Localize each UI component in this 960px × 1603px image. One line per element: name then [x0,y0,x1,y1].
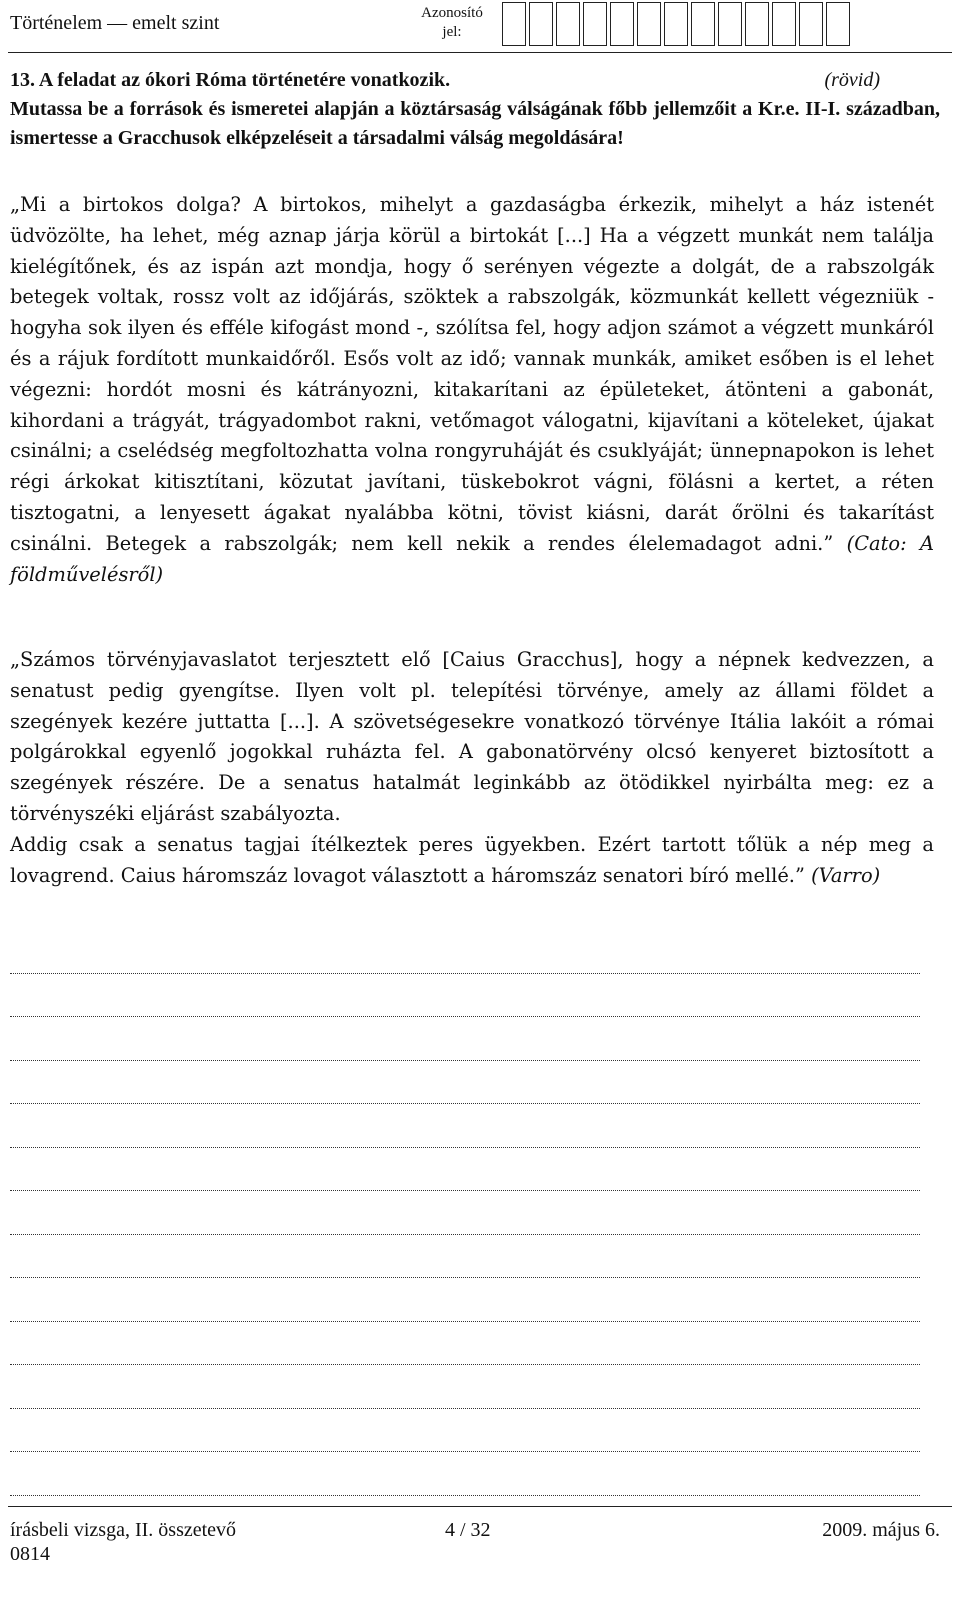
answer-line[interactable] [10,1278,920,1322]
answer-line[interactable] [10,1104,920,1148]
answer-line[interactable] [10,1322,920,1366]
task-statement [10,66,940,153]
id-box[interactable] [556,2,580,46]
subject-title: Történelem — emelt szint [10,12,220,34]
source-varro-paragraph-2 [10,830,934,892]
id-label-line2: jel: [442,24,462,40]
answer-line[interactable] [10,1148,920,1192]
exam-part-label: írásbeli vizsga, II. összetevő [10,1519,237,1541]
task-type-note: (rövid) [824,69,880,91]
id-box[interactable] [583,2,607,46]
task-title: 13. A feladat az ókori Róma történetére vonatkozik. [10,69,451,91]
id-box[interactable] [529,2,553,46]
task-first-line [10,66,940,95]
exam-code: 0814 [10,1543,50,1565]
footer-divider [8,1506,952,1507]
answer-area[interactable] [10,930,920,1496]
id-box[interactable] [826,2,850,46]
source-varro-citation: (Varro) [811,863,881,887]
source-varro [10,645,934,891]
id-box[interactable] [745,2,769,46]
task-instructions: Mutassa be a források és ismeretei alapján a köztársaság válságának főbb jellemzőit a Kr.e. II-I. században, ismertesse a Gracchusok elképzeléseit a társadalmi válság megoldására! [10,98,940,149]
id-box-row [502,2,853,46]
answer-line[interactable] [10,1191,920,1235]
id-box[interactable] [718,2,742,46]
source-varro-paragraph-2-text: Addig csak a senatus tagjai ítélkeztek peres ügyekben. Ezért tartott tőlük a nép meg a lovagrend. Caius háromszáz lovagot választott a háromszáz senatori bíró mellé.” [10,832,934,887]
answer-line[interactable] [10,1061,920,1105]
answer-line[interactable] [10,1452,920,1496]
answer-line[interactable] [10,1017,920,1061]
answer-line[interactable] [10,1409,920,1453]
answer-line[interactable] [10,930,920,974]
id-label [412,4,492,42]
source-cato-citation: (Cato: A földművelésről) [10,531,934,586]
id-label-line1: Azonosító [421,5,483,21]
page-number: 4 / 32 [445,1519,491,1541]
header-divider [8,52,952,53]
exam-date: 2009. május 6. [822,1519,940,1541]
id-box[interactable] [610,2,634,46]
answer-line[interactable] [10,974,920,1018]
answer-line[interactable] [10,1235,920,1279]
id-box[interactable] [637,2,661,46]
source-cato-paragraph [10,190,934,590]
source-cato [10,190,934,590]
id-box[interactable] [772,2,796,46]
id-box[interactable] [799,2,823,46]
id-box[interactable] [502,2,526,46]
page-header [0,0,960,55]
source-varro-paragraph-1: „Számos törvényjavaslatot terjesztett elő [Caius Gracchus], hogy a népnek kedvezzen, a senatust pedig gyengítse. Ilyen volt pl. telepítési törvénye, amely az állami földet a szegények kezére juttatta [...]. A szövetségesekre vonatkozó törvénye Itália lakóit a római polgárokkal egyenlő jogokkal ruházta fel. A gabonatörvény olcsó kenyeret biztosított a szegények részére. De a senatus hatalmát leginkább az ötödikkel nyirbálta meg: ez a törvényszéki eljárást szabályozta. [10,648,934,825]
id-box[interactable] [691,2,715,46]
answer-line[interactable] [10,1365,920,1409]
source-cato-text: „Mi a birtokos dolga? A birtokos, mihelyt a gazdaságba érkezik, mihelyt a ház istenét üdvözölte, ha lehet, még aznap járja körül a birtokát [...] Ha a végzett munkát nem találja kielégítőnek, és az ispán azt mondja, hogy ő serényen végezte a dolgát, de a rabszolgák betegek voltak, rossz volt az időjárás, szöktek a rabszolgák, közmunkát kellett végezniük - hogyha sok ilyen és efféle kifogást mond -, szólítsa fel, hogy adjon számot a végzett munkáról és a rájuk fordított munkaidőről. Esős volt az idő; vannak munkák, amiket esőben is el lehet végezni: hordót mosni és kátrányozni, kitakarítani az épületeket, átönteni a gabonát, kihordani a trágyát, trágyadombot rakni, vetőmagot válogatni, kijavítani a köteleket, újakat csinálni; a cselédség megfoltozhatta volna rongyruháját és csuklyáját; ünnepnapokon is lehet régi árkokat kitisztítani, közutat javítani, tüskebokrot vágni, fölásni a kertet, a réten tisztogatni, a lenyesett ágakat nyalábba kötni, tövist kiásni, darát őrölni és takarítást csinálni. Betegek a rabszolgák; nem kell nekik a rendes élelemadagot adni.” [10,193,934,555]
id-box[interactable] [664,2,688,46]
